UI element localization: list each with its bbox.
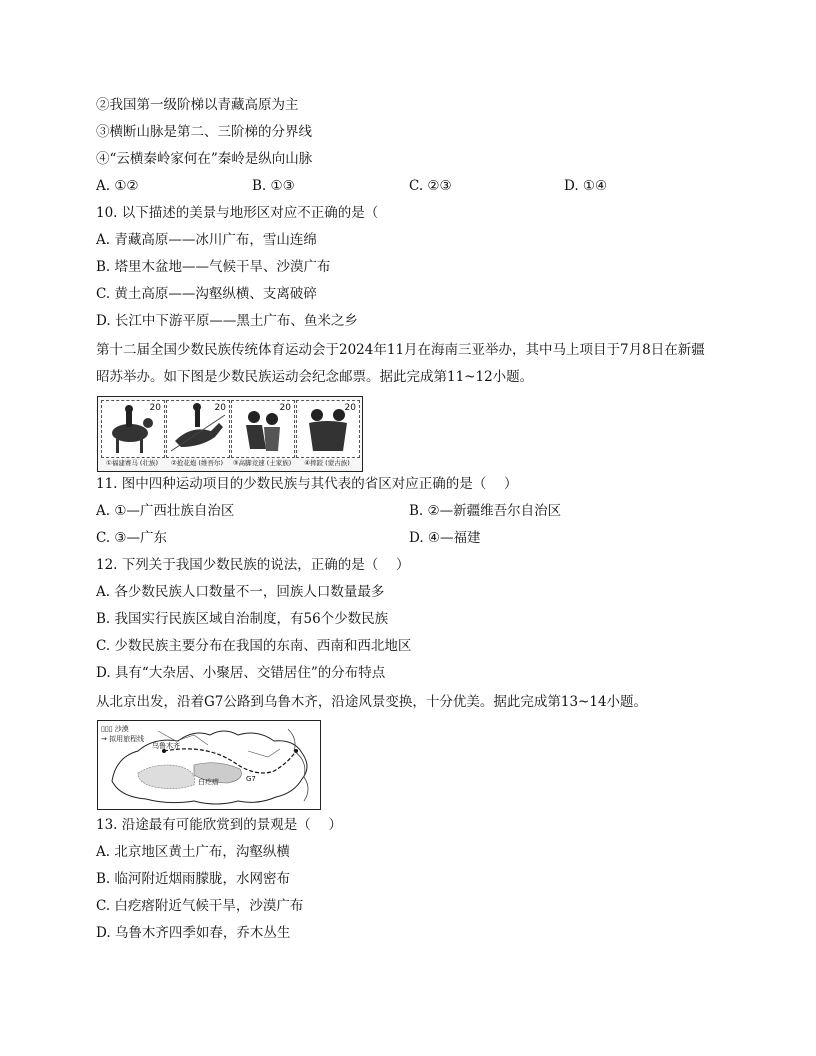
- q11-stem: 11. 图中四种运动项目的少数民族与其代表的省区对应正确的是（ ）: [96, 476, 518, 492]
- stamp-3-caption: ③高脚竞速 (土家族): [232, 459, 292, 467]
- q11-option-a: A. ①—广西壮族自治区: [96, 503, 235, 519]
- stamps-figure: [97, 396, 363, 472]
- q9-statement-3: ③横断山脉是第二、三阶梯的分界线: [96, 124, 312, 140]
- stamp-2-value: 20: [214, 403, 226, 413]
- q9-option-a: A. ①②: [96, 178, 139, 194]
- q13-option-c: C. 白疙瘩附近气候干旱，沙漠广布: [96, 898, 304, 914]
- q9-option-b: B. ①③: [252, 178, 295, 194]
- stamp-4-value: 20: [344, 403, 356, 413]
- stamp-2-caption: ②抢花炮 (维吾尔): [171, 459, 223, 467]
- stamp-1-caption: ①福建赛马 (壮族): [106, 459, 158, 467]
- stamp-1: [101, 400, 165, 458]
- q9-statement-2: ②我国第一级阶梯以青藏高原为主: [96, 97, 299, 113]
- passage-1-line-2: 昭苏举办。如下图是少数民族运动会纪念邮票。据此完成第11~12小题。: [96, 369, 534, 385]
- q9-option-d: D. ①④: [564, 178, 608, 194]
- stamp-4-caption: ④摔跤 (蒙古族): [304, 459, 350, 467]
- q12-option-b: B. 我国实行民族区域自治制度，有56个少数民族: [96, 611, 389, 627]
- q12-option-a: A. 各少数民族人口数量不一，回族人口数量最多: [96, 584, 385, 600]
- q12-option-c: C. 少数民族主要分布在我国的东南、西南和西北地区: [96, 638, 412, 654]
- q11-option-d: D. ④—福建: [409, 530, 481, 546]
- q10-option-a: A. 青藏高原——冰川广布，雪山连绵: [96, 232, 317, 248]
- stamp-3: [231, 400, 295, 458]
- map-label-baigeda: 白疙瘩: [198, 778, 219, 786]
- q9-statement-4: ④“云横秦岭家何在”秦岭是纵向山脉: [96, 151, 313, 167]
- q10-option-b: B. 塔里木盆地——气候干旱、沙漠广布: [96, 259, 331, 275]
- map-legend-desert: ▯▯▯ 沙漠: [101, 725, 129, 733]
- stamp-4: [296, 400, 360, 458]
- stamp-2: [166, 400, 230, 458]
- stamp-3-value: 20: [279, 403, 291, 413]
- passage-2-line-1: 从北京出发，沿着G7公路到乌鲁木齐，沿途风景变换，十分优美。据此完成第13~14小题。: [96, 694, 648, 710]
- map-label-urumqi: 乌鲁木齐: [152, 742, 180, 750]
- q11-option-b: B. ②—新疆维吾尔自治区: [409, 503, 562, 519]
- stamp-1-value: 20: [149, 403, 161, 413]
- q10-option-c: C. 黄土高原——沟壑纵横、支离破碎: [96, 286, 317, 302]
- q9-option-c: C. ②③: [409, 178, 452, 194]
- passage-1-line-1: 第十二届全国少数民族传统体育运动会于2024年11月在海南三亚举办，其中马上项目于7月8日在新疆: [96, 342, 705, 358]
- q10-stem: 10. 以下描述的美景与地形区对应不正确的是（: [96, 205, 379, 221]
- route-map-figure: [97, 720, 321, 810]
- map-legend-route: → 拟用旅程线: [101, 735, 145, 743]
- q13-option-d: D. 乌鲁木齐四季如春，乔木丛生: [96, 925, 291, 941]
- map-label-g7: G7: [246, 775, 256, 783]
- q13-option-a: A. 北京地区黄土广布，沟壑纵横: [96, 844, 290, 860]
- q12-option-d: D. 具有“大杂居、小聚居、交错居住”的分布特点: [96, 665, 386, 681]
- q12-stem: 12. 下列关于我国少数民族的说法，正确的是（ ）: [96, 557, 410, 573]
- q13-option-b: B. 临河附近烟雨朦胧，水网密布: [96, 871, 291, 887]
- q13-stem: 13. 沿途最有可能欣赏到的景观是（ ）: [96, 817, 343, 833]
- q10-option-d: D. 长江中下游平原——黑土广布、鱼米之乡: [96, 313, 358, 329]
- q11-option-c: C. ③—广东: [96, 530, 168, 546]
